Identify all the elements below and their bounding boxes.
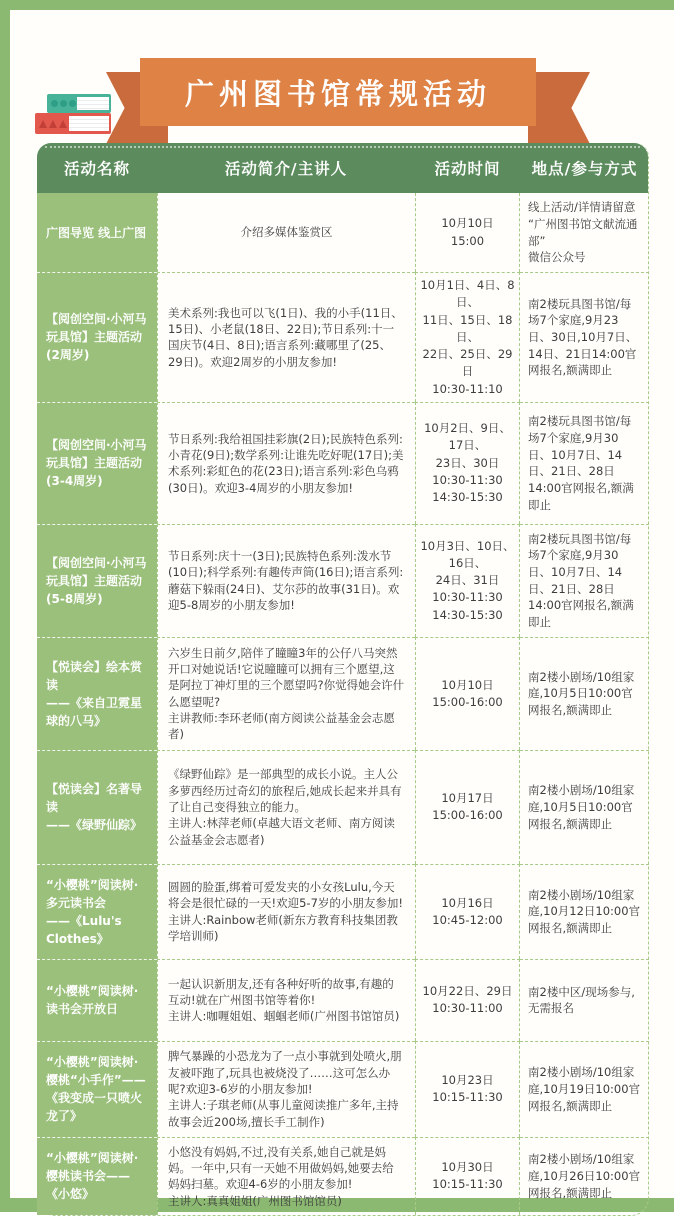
activity-name: 【阅创空间·小河马玩具馆】主题活动 (3-4周岁) [37, 402, 157, 524]
activity-time: 10月22日、29日 10:30-11:00 [415, 959, 520, 1041]
ribbon-right-fold [528, 72, 590, 144]
activity-location: 南2楼小剧场/10组家庭,10月12日10:00官网报名,额满即止 [520, 864, 649, 959]
activity-location: 南2楼玩具图书馆/每场7个家庭,9月30日、10月7日、14日、21日、28日14:00官网报名,额满即止 [520, 524, 649, 637]
page-title: 广州图书馆常规活动 [184, 76, 491, 111]
poster-body [10, 10, 674, 1208]
activity-intro: 节日系列:庆十一(3日);民族特色系列:泼水节(10日);科学系列:有趣传声筒(16日);语言系列:蘑菇下躲雨(24日)、艾尔莎的故事(31日)。欢迎5-8周岁的小朋友参加! [157, 524, 415, 637]
table-row [37, 272, 648, 402]
activity-name: “小樱桃”阅读树·读书会开放日 [37, 959, 157, 1041]
activity-intro: 小悠没有妈妈,不过,没有关系,她自己就是妈妈。一年中,只有一天她不用做妈妈,她要去给妈妈扫墓。欢迎4-6岁的小朋友参加! 主讲人:真真姐姐(广州图书馆馆员) [157, 1137, 415, 1215]
activity-name: 【悦读会】绘本赏读 ——《来自卫霓星球的八马》 [37, 637, 157, 750]
activity-name: 【阅创空间·小河马玩具馆】主题活动 (5-8周岁) [37, 524, 157, 637]
activity-name: “小樱桃”阅读树·樱桃“小手作”——《我变成一只喷火龙了》 [37, 1041, 157, 1137]
activity-location: 线上活动/详情请留意 “广州图书馆文献流通部” 微信公众号 [528, 200, 638, 265]
activity-time: 10月17日 15:00-16:00 [415, 750, 520, 864]
table-row [37, 193, 648, 272]
table-row [37, 1041, 648, 1137]
teal-book-icon [47, 94, 111, 113]
activity-intro: 节日系列:我给祖国挂彩旗(2日);民族特色系列:小青花(9日);数学系列:让谁先吃好呢(17日);美术系列:彩虹色的花(23日);语言系列:彩色乌鸦(30日)。欢迎3-4周岁的小朋友参加! [157, 402, 415, 524]
table-row [37, 524, 648, 637]
activity-time: 10月10日 15:00 [415, 193, 520, 272]
activity-time: 10月2日、9日、17日、 23日、30日 10:30-11:30 14:30-15:30 [415, 402, 520, 524]
activity-name: 广图导览 线上广图 [37, 193, 157, 272]
activity-time: 10月1日、4日、8日、 11日、15日、18日、 22日、25日、29日 10:30-11:10 [415, 272, 520, 402]
activity-time: 10月23日 10:15-11:30 [415, 1041, 520, 1137]
header-location: 地点/参与方式 [531, 160, 638, 178]
header-intro-speaker: 活动简介/主讲人 [224, 160, 348, 178]
activity-intro: 一起认识新朋友,还有各种好听的故事,有趣的互动!就在广州图书馆等着你! 主讲人:咖喱姐姐、蝈蝈老师(广州图书馆馆员) [157, 959, 415, 1041]
header-activity-name: 活动名称 [63, 160, 130, 178]
activity-intro: 《绿野仙踪》是一部典型的成长小说。主人公多萝西经历过奇幻的旅程后,她成长起来并具有了让自己变得独立的能力。 主讲人:林萍老师(卓越大语文老师、南方阅读公益基金会志愿者) [157, 750, 415, 864]
activity-location: 南2楼小剧场/10组家庭,10月5日10:00官网报名,额满即止 [520, 750, 649, 864]
activity-location: 南2楼小剧场/10组家庭,10月5日10:00官网报名,额满即止 [520, 637, 649, 750]
red-book-icon [35, 113, 111, 134]
activity-location: 南2楼玩具图书馆/每场7个家庭,9月23日、30日,10月7日、14日、21日14:00官网报名,额满即止 [520, 272, 649, 402]
activity-name: “小樱桃”阅读树·樱桃读书会——《小悠》 [37, 1137, 157, 1215]
activity-location: 南2楼中区/现场参与,无需报名 [520, 959, 649, 1041]
table-row [37, 402, 648, 524]
activity-name: 【阅创空间·小河马玩具馆】主题活动 (2周岁) [37, 272, 157, 402]
table-row [37, 959, 648, 1041]
activity-time: 10月10日 15:00-16:00 [415, 637, 520, 750]
activity-name: 【悦读会】名著导读 ——《绿野仙踪》 [37, 750, 157, 864]
activity-name: “小樱桃”阅读树·多元读书会 ——《Lulu's Clothes》 [37, 864, 157, 959]
activity-location: 南2楼小剧场/10组家庭,10月26日10:00官网报名,额满即止 [520, 1137, 649, 1215]
table-row [37, 637, 648, 750]
title-ribbon [140, 58, 536, 126]
activity-location: 南2楼玩具图书馆/每场7个家庭,9月30日、10月7日、14日、21日、28日14:00官网报名,额满即止 [520, 402, 649, 524]
activity-time: 10月30日 10:15-11:30 [415, 1137, 520, 1215]
activity-time: 10月3日、10日、16日、 24日、31日 10:30-11:30 14:30-15:30 [415, 524, 520, 637]
header-time: 活动时间 [434, 160, 501, 178]
table-row [37, 864, 648, 959]
table-row [37, 1137, 648, 1215]
activity-intro: 脾气暴躁的小恐龙为了一点小事就到处喷火,朋友被吓跑了,玩具也被烧没了……这可怎么办呢?欢迎3-6岁的小朋友参加! 主讲人:子琪老师(从事儿童阅读推广多年,主持故事会近200场,擅长手工制作) [157, 1041, 415, 1137]
activity-intro: 美术系列:我也可以飞(1日)、我的小手(11日、15日)、小老鼠(18日、22日);节日系列:十一国庆节(4日、8日);语言系列:藏哪里了(25、29日)。欢迎2周岁的小朋友参加! [157, 272, 415, 402]
activity-intro: 圆圆的脸蛋,绑着可爱发夹的小女孩Lulu,今天将会是很忙碌的一天!欢迎5-7岁的小朋友参加! 主讲人:Rainbow老师(新东方教育科技集团教学培训师) [157, 864, 415, 959]
activity-intro: 六岁生日前夕,陪伴了瞳瞳3年的公仔八马突然开口对她说话!它说瞳瞳可以拥有三个愿望,这是阿拉丁神灯里的三个愿望吗?你觉得她会许什么愿望呢? 主讲教师:李环老师(南方阅读公益基金会志愿者) [157, 637, 415, 750]
table-row [37, 750, 648, 864]
table-header [37, 143, 648, 193]
activities-table [37, 143, 649, 1216]
activity-location: 南2楼小剧场/10组家庭,10月19日10:00官网报名,额满即止 [520, 1041, 649, 1137]
activity-intro: 介绍多媒体鉴赏区 [157, 193, 415, 272]
stacked-books-icon [35, 94, 115, 136]
activity-time: 10月16日 10:45-12:00 [415, 864, 520, 959]
